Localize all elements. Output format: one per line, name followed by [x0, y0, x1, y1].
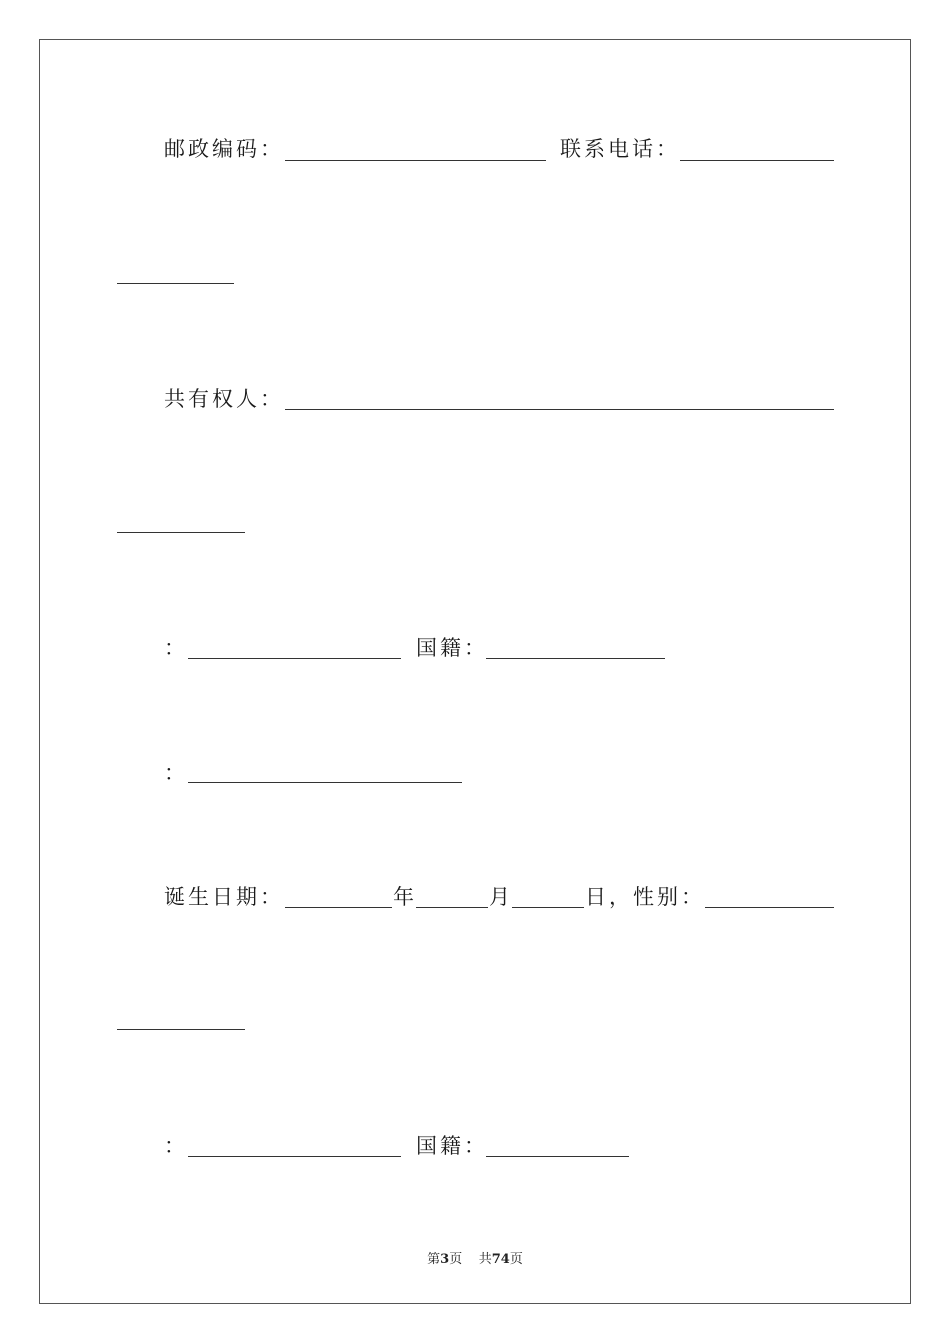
address-blank[interactable] — [188, 782, 462, 783]
birth-day-blank[interactable] — [512, 907, 584, 908]
day-gender-label: 日，性别： — [585, 885, 705, 909]
nationality-blank-2[interactable] — [486, 1156, 629, 1157]
id-blank-1[interactable] — [188, 658, 401, 659]
postal-code-label: 邮政编码： — [164, 137, 284, 161]
phone-label: 联系电话： — [560, 137, 680, 161]
footer-page-prefix: 第 — [427, 1252, 441, 1267]
id-blank-2[interactable] — [188, 1156, 401, 1157]
footer-page-suffix: 页 — [449, 1252, 463, 1267]
footer-total-prefix: 共 — [478, 1252, 492, 1267]
footer-total-pages: 74 — [491, 1252, 510, 1267]
page-footer — [0, 1248, 950, 1267]
nationality-label-2: 国籍： — [416, 1134, 488, 1158]
footer-total-suffix: 页 — [509, 1252, 523, 1267]
colon-label-2: ： — [164, 761, 188, 785]
co-owner-label: 共有权人： — [164, 387, 284, 411]
colon-label-3: ： — [164, 1134, 188, 1158]
phone-blank[interactable] — [680, 160, 834, 161]
gender-blank[interactable] — [705, 907, 834, 908]
phone-blank-continued[interactable] — [117, 283, 234, 284]
postal-code-blank[interactable] — [285, 160, 546, 161]
nationality-label-1: 国籍： — [416, 636, 488, 660]
co-owner-blank-continued[interactable] — [117, 532, 245, 533]
nationality-blank-1[interactable] — [486, 658, 665, 659]
birth-year-blank[interactable] — [285, 907, 392, 908]
month-label: 月 — [489, 885, 513, 909]
year-label: 年 — [393, 885, 417, 909]
gender-blank-continued[interactable] — [117, 1029, 245, 1030]
colon-label-1: ： — [164, 636, 188, 660]
co-owner-blank[interactable] — [285, 409, 834, 410]
birth-month-blank[interactable] — [416, 907, 488, 908]
birth-date-label: 诞生日期： — [164, 885, 284, 909]
page-border — [39, 39, 911, 1304]
footer-page-number: 3 — [440, 1252, 450, 1267]
